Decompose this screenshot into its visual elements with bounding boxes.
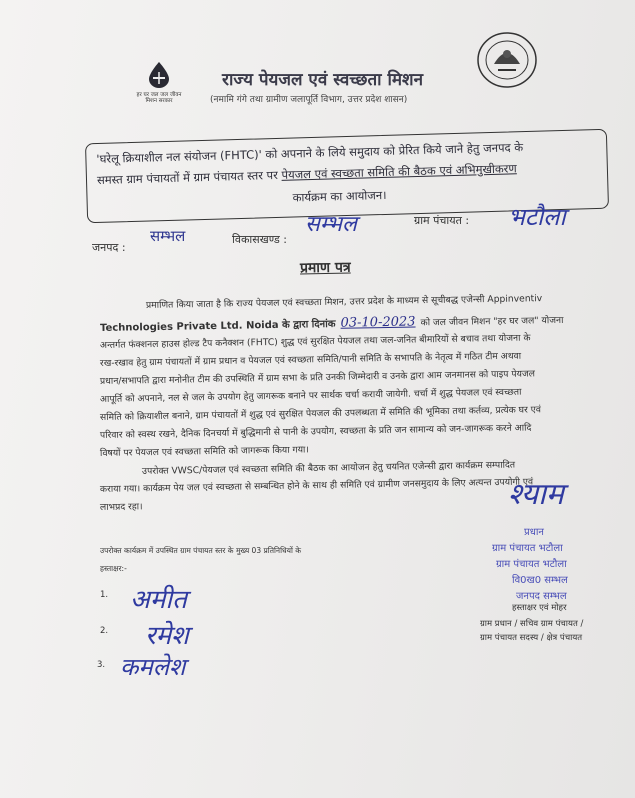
subject-line-1: 'घरेलू क्रियाशील नल संयोजन (FHTC)' को अपनाने के लिये समुदाय को प्रेरित किये जाने हेतु जनपद के [96, 140, 524, 166]
stamp-line-1: प्रधान [524, 527, 544, 538]
witness-signature-1: अमीत [130, 585, 187, 615]
body-line-4: रख-रखाव हेतु ग्राम पंचायतों में ग्राम प्रधान व पेयजल एवं स्वच्छता समिति/पानी समिति के सभापति के नेतृत्व में गठित टीम अथवा [99, 350, 522, 369]
witness-num-1: 1. [100, 590, 109, 600]
stamp-line-4: वि0ख0 सम्भल [512, 575, 568, 586]
up-state-emblem-icon [476, 30, 538, 90]
signatory-role-2: ग्राम पंचायत सदस्य / क्षेत्र पंचायत [480, 633, 583, 643]
stamp-line-3: ग्राम पंचायत भटौला [496, 559, 567, 570]
panchayat-label: ग्राम पंचायत : [414, 214, 470, 227]
body-line-2a: Technologies Private Ltd. Noida के द्वारा दिनांक [99, 318, 336, 334]
header-title: राज्य पेयजल एवं स्वच्छता मिशन [222, 70, 424, 90]
body-line-8: परिवार को स्वस्थ रखने, दैनिक दिनचर्या में बुद्धिमानी से पानी के उपयोग, स्वच्छता के प्रति जन सामान्य को जन-जागरूक करने आदि [99, 422, 532, 441]
witness-num-3: 3. [97, 660, 106, 670]
logo-caption: हर घर जल जल जीवन मिशन सरकार [136, 92, 182, 104]
subject-line-2-text: समस्त ग्राम पंचायतों में ग्राम पंचायत स्तर पर [96, 167, 282, 187]
body-line-5: प्रधान/सभापति द्वारा मनोनीत टीम की उपस्थिति में ग्राम सभा के प्रति उनकी जिम्मेदारी व उनके द्वारा आम जनमानस को पाइप पेयजल [99, 368, 536, 387]
body-line-6: आपूर्ति को अपनाने, नल से जल के उपयोग हेतु जागरूक बनाने पर सार्थक चर्चा करायी जायेगी. चर्चा में शुद्ध पेयजल एवं स्वच्छता [99, 386, 522, 405]
district-label: जनपद : [92, 241, 126, 254]
body-line-10: उपरोक्त VWSC/पेयजल एवं स्वच्छता समिति की बैठक का आयोजन हेतु चयनित एजेन्सी द्वारा कार्यक्रम सम्पादित [141, 459, 516, 477]
header-subtitle: (नमामि गंगे तथा ग्रामीण जलापूर्ति विभाग, उत्तर प्रदेश शासन) [210, 95, 408, 105]
subject-line-3: कार्यक्रम का आयोजन। [292, 187, 387, 205]
certificate-title: प्रमाण पत्र [299, 259, 351, 277]
stamp-line-2: ग्राम पंचायत भटौला [492, 543, 563, 554]
body-line-12: लाभप्रद रहा। [99, 501, 143, 513]
subject-line-2 [97, 161, 517, 188]
body-line-3: अन्तर्गत फंक्शनल हाउस होल्ड टैप कनैक्शन (FHTC) शुद्ध एवं सुरक्षित पेयजल तथा जल-जनित बीमारियों से बचाव तथा योजना के [99, 332, 531, 351]
body-line-2b: को जल जीवन मिशन "हर घर जल" योजना [420, 314, 564, 329]
panchayat-value: भटौला [508, 203, 566, 231]
body-line-1: प्रमाणित किया जाता है कि राज्य पेयजल एवं स्वच्छता मिशन, उत्तर प्रदेश के माध्यम से सूचीबद्ध एजेन्सी Appinventiv [145, 293, 543, 311]
witness-signature-3: कमलेश [120, 653, 186, 681]
stamp-line-5: जनपद सम्भल [516, 591, 567, 602]
block-value: सम्भल [305, 212, 357, 237]
witness-label-2: हस्ताक्षर:- [100, 564, 127, 573]
body-line-9: विषयों पर पेयजल एवं स्वच्छता समिति को जागरूक किया गया। [99, 444, 309, 459]
seal-caption: हस्ताक्षर एवं मोहर [512, 603, 567, 613]
body-line-7: समिति को क्रियाशील बनाने, ग्राम पंचायतों में शुद्ध एवं सुरक्षित पेयजल की उपलब्धता में समिति की भूमिका तथा कर्तव्य, प्रत्येक घर एवं [99, 404, 542, 423]
subject-line-2-underlined: पेयजल एवं स्वच्छता समिति की बैठक एवं अभिमुखीकरण [281, 161, 517, 182]
district-value: सम्भल [150, 227, 186, 245]
water-drop-icon [146, 60, 172, 88]
witness-signature-2: रमेश [145, 621, 189, 651]
block-label: विकासखण्ड : [232, 233, 288, 246]
program-date: 03-10-2023 [340, 314, 416, 331]
witness-num-2: 2. [100, 626, 109, 636]
signatory-role-1: ग्राम प्रधान / सचिव ग्राम पंचायत / [480, 619, 584, 629]
body-line-11: कराया गया। कार्यक्रम पेय जल एवं स्वच्छता से सम्बन्धित होने के साथ ही समिति एवं ग्रामीण जनसमुदाय के लिए अत्यन्त उपयोगी एवं [99, 476, 534, 495]
jal-jeevan-mission-logo [136, 60, 182, 104]
witness-label: उपरोक्त कार्यक्रम में उपस्थित ग्राम पंचायत स्तर के मुख्य 03 प्रतिनिधियों के [100, 546, 302, 555]
pradhan-signature: श्याम [508, 477, 564, 512]
